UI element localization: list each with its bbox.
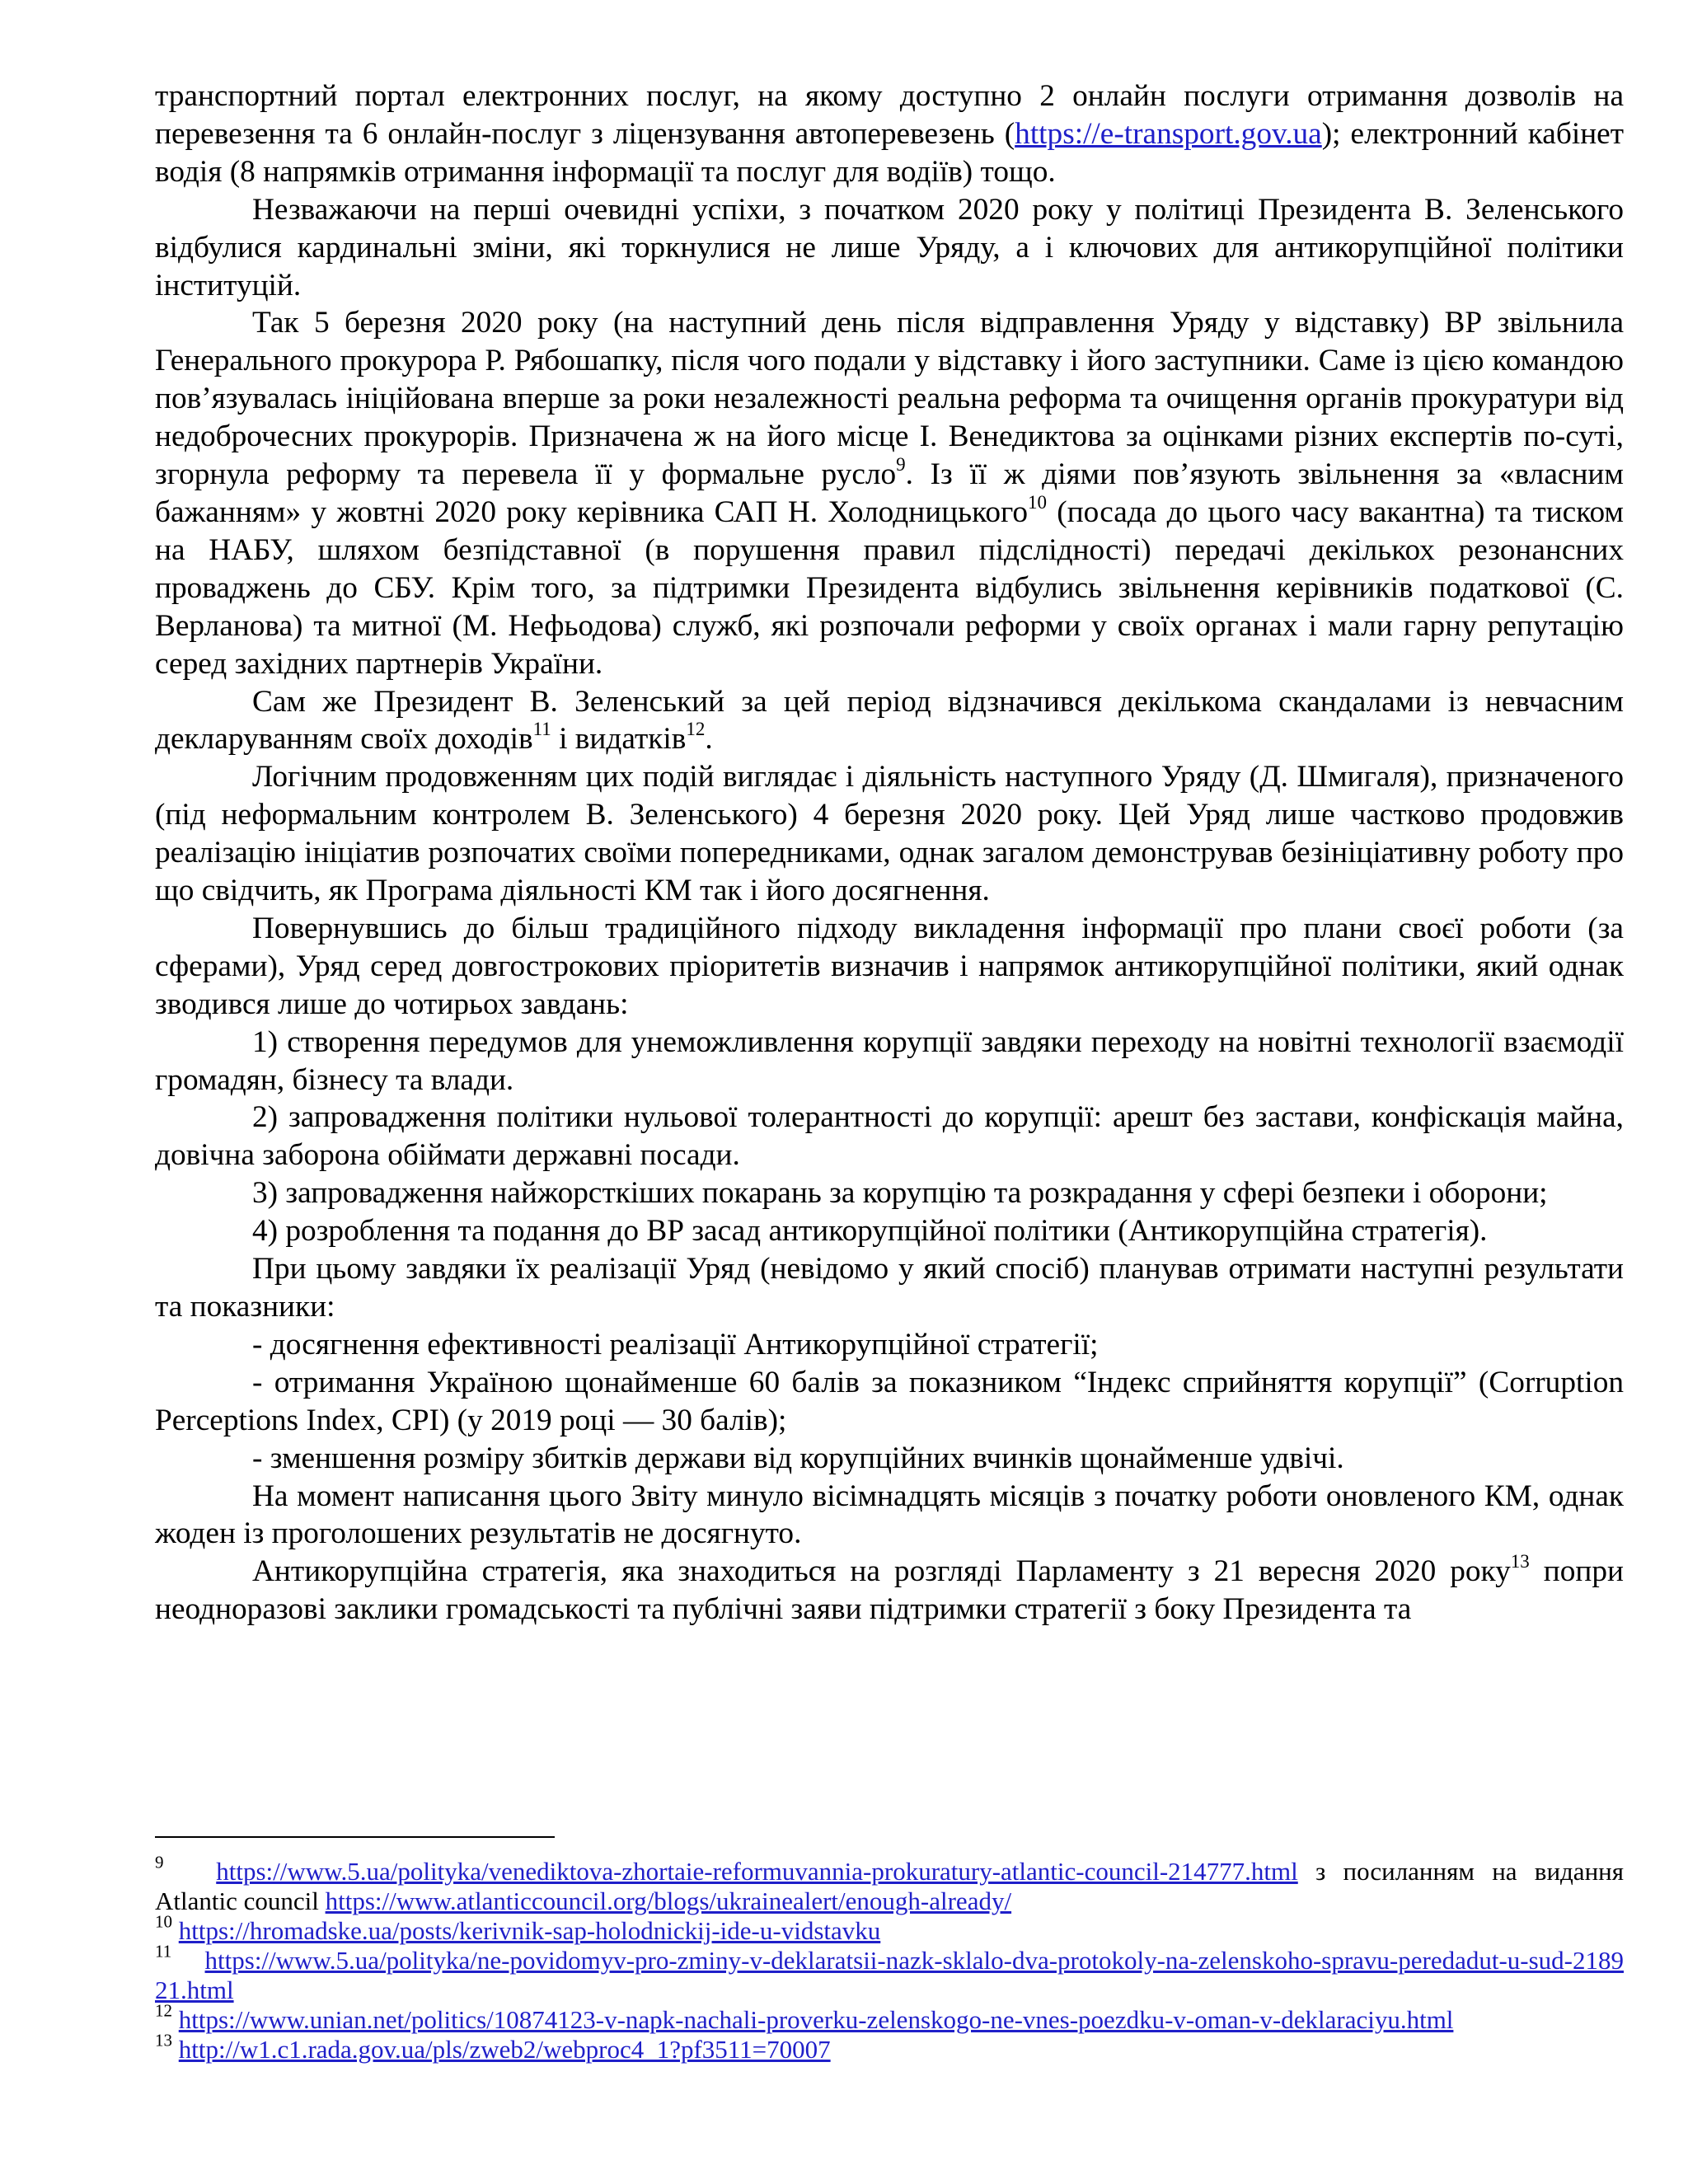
list-item-result-2: - отримання Україною щонайменше 60 балів за показником “Індекс сприйняття корупції” (Corruption Perceptions Index, CPI) (у 2019 році — 30 балів); [155, 1365, 1624, 1437]
footnote-link[interactable]: https://www.5.ua/polityka/venediktova-zhortaie-reformuvannia-prokuratury-atlantic-council-214777.html [216, 1857, 1298, 1886]
footnote-link[interactable]: https://hromadske.ua/posts/kerivnik-sap-holodnickij-ide-u-vidstavku [178, 1916, 881, 1945]
footnote-12 [155, 2000, 1624, 2035]
paragraph-prosecutor-dismissal: Так 5 березня 2020 року (на наступний день після відправлення Уряду у відставку) ВР звільнила Генерального прокурора Р. Рябошапку, після чого подали у відставку і його заступники. Саме із цією командою пов’язувалась ініційована вперше за роки незалежності реальна реформа та очищення органів прокуратури від недоброчесних прокурорів. Призначена ж на його місце І. Венедиктова за оцінками різних експертів по-суті, згорнула реформу та перевела її у формальне русло$^9$. Із її ж діями пов’язують звільнення за «власним бажанням» у жовтні 2020 року керівника САП Н. Холодницького$^{10}$ (посада до цього часу вакантна) та тиском на НАБУ, шляхом безпідставної (в порушення правил підслідності) передачі декількох резонансних проваджень до СБУ. Крім того, за підтримки Президента відбулись звільнення керівників податкової (С. Верланова) та митної (М. Нефьодова) служб, які розпочали реформи у своїх органах і мали гарну репутацію серед західних партнерів України. [155, 306, 1624, 681]
footnote-9: $^9$ https://www.5.ua/polityka/venediktova-zhortaie-reformuvannia-prokuratury-atlantic-council-214777.html з посиланням на видання Atlantic council https://www.atlanticcouncil.org/blogs/ukrainealert/enough-already/ [155, 1852, 1625, 1915]
footnote-number: 10 [155, 1911, 172, 1932]
link-e-transport[interactable]: https://e-transport.gov.ua [1015, 116, 1322, 151]
footnote-10 [155, 1911, 1624, 1946]
footnote-link[interactable]: https://www.5.ua/polityka/ne-povidomyv-pro-zminy-v-deklaratsii-nazk-sklalo-dva-protokoly-na-zelenskoho-spravu-peredadut-u-sud-218921.html [155, 1946, 1624, 2004]
paragraph-report-status: На момент написання цього Звіту минуло вісімнадцять місяців з початку роботи оновленого КМ, однак жоден із проголошених результатів не досягнуто. [155, 1479, 1624, 1551]
document-body [155, 77, 1624, 1629]
paragraph-results-intro: При цьому завдяки їх реалізації Уряд (невідомо у який спосіб) планував отримати наступні результати та показники: [155, 1252, 1624, 1324]
footnote-number: 12 [155, 2000, 172, 2021]
footnote-11 [155, 1941, 1624, 2005]
list-item-result-1: - досягнення ефективності реалізації Антикорупційної стратегії; [252, 1327, 1099, 1361]
list-item-task-2: 2) запровадження політики нульової толерантності до корупції: арешт без застави, конфіскація майна, довічна заборона обіймати державні посади. [155, 1100, 1624, 1173]
footnote-link[interactable]: http://w1.c1.rada.gov.ua/pls/zweb2/webproc4_1?pf3511=70007 [178, 2035, 831, 2064]
footnote-ref-10[interactable]: 10 [1028, 491, 1048, 513]
paragraph-priorities: Повернувшись до більш традиційного підходу викладення інформації про плани своєї роботи (за сферами), Уряд серед довгострокових пріоритетів визначив і напрямок антикорупційної політики, який однак зводився лише до чотирьох завдань: [155, 911, 1624, 1021]
footnote-link[interactable]: https://www.unian.net/politics/10874123-v-napk-nachali-proverku-zelenskogo-ne-vnes-poezdku-v-oman-v-deklaraciyu.html [178, 2005, 1454, 2034]
list-item-task-3: 3) запровадження найжорсткіших покарань за корупцію та розкрадання у сфері безпеки і оборони; [252, 1176, 1548, 1211]
list-item-task-4: 4) розроблення та подання до ВР засад антикорупційної політики (Антикорупційна стратегія). [252, 1214, 1488, 1249]
footnote-ref-9[interactable]: 9 [896, 453, 906, 475]
footnote-number: 11 [155, 1941, 172, 1961]
footnote-13 [155, 2030, 1624, 2064]
footnote-ref-13[interactable]: 13 [1510, 1551, 1530, 1572]
paragraph-anticorruption-strategy: Антикорупційна стратегія, яка знаходиться на розгляді Парламенту з 21 вересня 2020 року$^{13}$ попри неодноразові заклики громадськості та публічні заяви підтримки стратегії з боку Президента та [155, 1551, 1624, 1627]
list-item-result-3: - зменшення розміру збитків держави від корупційних вчинків щонайменше удвічі. [252, 1441, 1344, 1475]
list-item-task-1: 1) створення передумов для унеможливлення корупції завдяки переходу на новітні технології взаємодії громадян, бізнесу та влади. [155, 1024, 1624, 1097]
footnotes [155, 1852, 1625, 2064]
paragraph-policy-changes: Незважаючи на перші очевидні успіхи, з початком 2020 року у політиці Президента В. Зеленського відбулися кардинальні зміни, які торкнулися не лише Уряду, а і ключових для антикорупційної політики інституцій. [155, 192, 1624, 302]
paragraph-next-government: Логічним продовженням цих подій виглядає і діяльність наступного Уряду (Д. Шмигаля), призначеного (під неформальним контролем В. Зеленського) 4 березня 2020 року. Цей Уряд лише частково продовжив реалізацію ініціатив розпочатих своїми попередниками, однак загалом демонстрував безініціативну роботу про що свідчить, як Програма діяльності КМ так і його досягнення. [155, 760, 1624, 908]
footnote-ref-12[interactable]: 12 [686, 719, 706, 740]
paragraph-president-scandals: Сам же Президент В. Зеленський за цей період відзначився декількома скандалами із невчасним декларуванням своїх доходів$^{11}$ і видатків$^{12}$. [155, 684, 1624, 757]
footnote-number: 9 [155, 1852, 164, 1872]
footnote-number: 13 [155, 2030, 172, 2050]
footnote-ref-11[interactable]: 11 [532, 719, 551, 740]
paragraph-e-transport: транспортний портал електронних послуг, на якому доступно 2 онлайн послуги отримання дозволів на перевезення та 6 онлайн-послуг з ліцензування автоперевезень (https://e-transport.gov.ua); електронний кабінет водія (8 напрямків отримання інформації та послуг для водіїв) тощо. [155, 79, 1625, 189]
footnote-link-atlantic-council[interactable]: https://www.atlanticcouncil.org/blogs/ukrainealert/enough-already/ [325, 1886, 1012, 1915]
footnote-separator [155, 1836, 555, 1838]
